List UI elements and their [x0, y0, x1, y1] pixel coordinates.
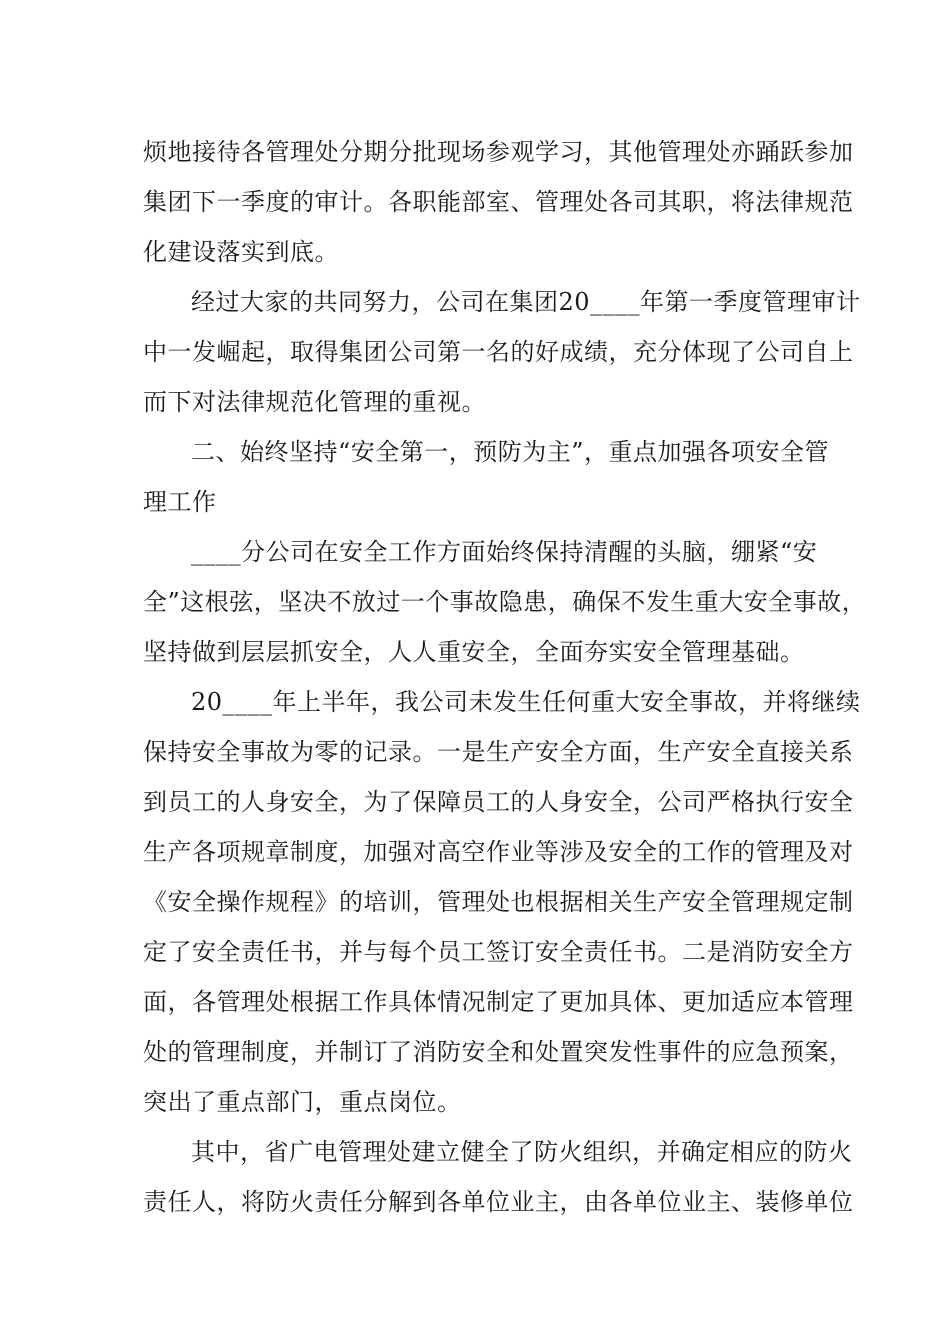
text-line: 突出了重点部门，重点岗位。: [143, 1088, 462, 1116]
text-line: 面，各管理处根据工作具体情况制定了更加具体、更加适应本管理: [143, 988, 854, 1016]
text-line: 化建设落实到底。: [143, 238, 339, 266]
text-line: 到员工的人身安全，为了保障员工的人身安全，公司严格执行安全: [143, 788, 854, 816]
text-line: 中一发崛起，取得集团公司第一名的好成绩，充分体现了公司自上: [143, 338, 854, 366]
text-line: 保持安全事故为零的记录。一是生产安全方面，生产安全直接关系: [143, 738, 854, 766]
section-heading: 二、始终坚持“安全第一，预防为主”，重点加强各项安全管: [191, 438, 830, 466]
text-line: 处的管理制度，并制订了消防安全和处置突发性事件的应急预案，: [143, 1038, 854, 1066]
text-line: 坚持做到层层抓安全，人人重安全，全面夯实安全管理基础。: [143, 638, 805, 666]
paragraph-first-line: 其中，省广电管理处建立健全了防火组织，并确定相应的防火: [191, 1138, 853, 1166]
text-line: 全”这根弦，坚决不放过一个事故隐患，确保不发生重大安全事故，: [143, 588, 867, 616]
text-line: 而下对法律规范化管理的重视。: [143, 388, 486, 416]
paragraph-first-line: 20____年上半年，我公司未发生任何重大安全事故，并将继续: [191, 688, 861, 716]
text-line: 责任人，将防火责任分解到各单位业主，由各单位业主、装修单位: [143, 1188, 854, 1216]
section-heading-continuation: 理工作: [143, 488, 217, 516]
text-line: 《安全操作规程》的培训，管理处也根据相关生产安全管理规定制: [143, 888, 854, 916]
text-line: 集团下一季度的审计。各职能部室、管理处各司其职，将法律规范: [143, 188, 854, 216]
text-line: 生产各项规章制度，加强对高空作业等涉及安全的工作的管理及对: [143, 838, 854, 866]
text-line: 定了安全责任书，并与每个员工签订安全责任书。二是消防安全方: [143, 938, 854, 966]
paragraph-first-line: 经过大家的共同努力，公司在集团20____年第一季度管理审计: [191, 288, 861, 316]
text-line: 烦地接待各管理处分期分批现场参观学习，其他管理处亦踊跃参加: [143, 138, 854, 166]
paragraph-first-line: ____分公司在安全工作方面始终保持清醒的头脑，绷紧“安: [191, 538, 818, 566]
